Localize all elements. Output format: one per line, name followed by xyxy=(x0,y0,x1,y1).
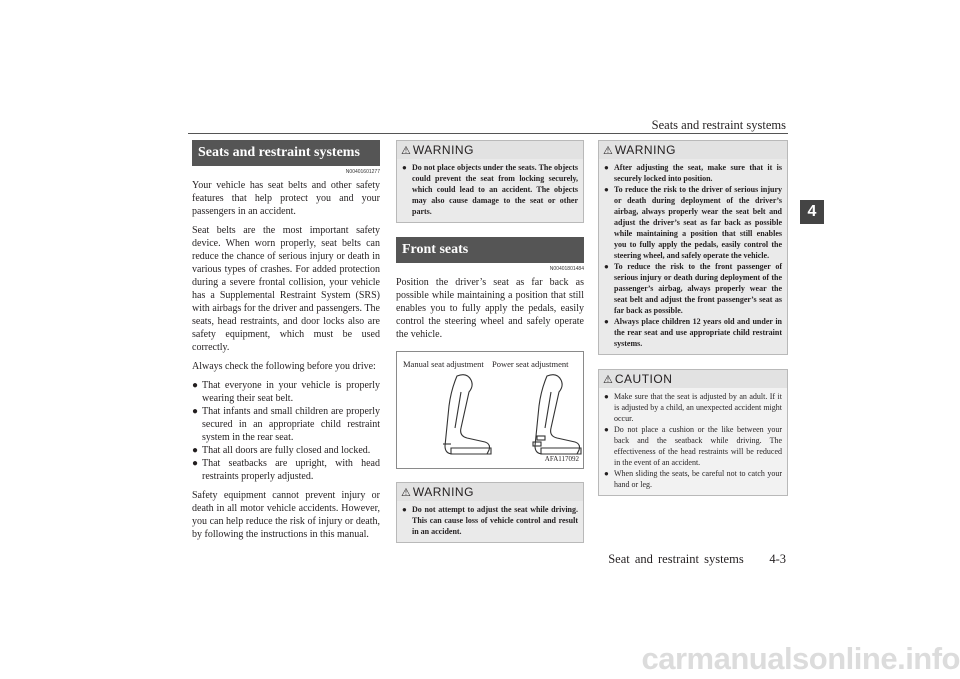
column-warnings xyxy=(598,140,788,496)
bullet-icon: ● xyxy=(192,406,199,417)
footer-section: Seat and restraint systems xyxy=(608,552,744,566)
intro-paragraph: Your vehicle has seat belts and other safety features that help protect you and your passengers in an accident. xyxy=(192,180,380,217)
seatbelt-paragraph: Seat belts are the most important safety device. When worn properly, seat belts can reduce the chance of serious injury or death in various types of crashes. For added protection during a severe frontal collision, your vehicle has a Supplemental Restraint System (SRS) with airbags for the driver and passengers. The seats, head restraints, and door locks also are safety equipment, which must be used correctly. xyxy=(192,225,380,353)
warning-triangle-icon: ⚠ xyxy=(401,486,411,499)
list-item: ● To reduce the risk to the front passenger of serious injury or death during deployment of the passenger’s airbag, always properly wear the seat belt and adjust the front passenger’s seat as far back as possible. xyxy=(604,262,782,315)
watermark: carmanualsonline.info xyxy=(641,641,960,676)
warning-box xyxy=(396,482,584,543)
warning-header: ⚠ WARNING xyxy=(599,141,787,159)
bullet-icon: ● xyxy=(604,163,609,172)
column-intro xyxy=(192,140,380,547)
caution-header: ⚠ CAUTION xyxy=(599,370,787,388)
warning-triangle-icon: ⚠ xyxy=(603,144,613,157)
page-footer xyxy=(608,552,786,567)
list-item: ● To reduce the risk to the driver of serious injury or death during deployment of the driver’s airbag, always properly wear the seat belt and adjust the driver’s seat as far back as possible while maintaining a position that still enables you to fully apply the pedals, easily control the steering wheel, and safely operate the vehicle. xyxy=(604,185,782,260)
list-item: ● Do not attempt to adjust the seat while driving. This can cause loss of vehicle control and result in an accident. xyxy=(402,505,578,536)
figure-label-power: Power seat adjustment xyxy=(492,359,569,369)
bullet-icon: ● xyxy=(604,392,609,401)
warning-triangle-icon: ⚠ xyxy=(401,144,411,157)
caution-triangle-icon: ⚠ xyxy=(603,373,613,386)
figure-label-manual: Manual seat adjustment xyxy=(403,359,484,369)
list-item: ● Make sure that the seat is adjusted by an adult. If it is adjusted by a child, an unexpected accident might occur. xyxy=(604,392,782,423)
check-paragraph: Always check the following before you drive: xyxy=(192,361,376,372)
list-item: ● Always place children 12 years old and under in the rear seat and use appropriate child restraint systems. xyxy=(604,317,782,348)
warning-header: ⚠ WARNING xyxy=(397,483,583,501)
list-item: ● That infants and small children are properly secured in an appropriate child restraint system in the rear seat. xyxy=(192,406,380,443)
bullet-icon: ● xyxy=(604,425,609,434)
front-seats-paragraph: Position the driver’s seat as far back as possible while maintaining a position that still enables you to fully apply the pedals, easily control the steering wheel and safely operate the vehicle. xyxy=(396,277,584,340)
header-rule xyxy=(188,133,788,134)
seat-illustration-icon xyxy=(397,352,585,468)
bullet-icon: ● xyxy=(192,458,199,469)
section-title-seats: Seats and restraint systems xyxy=(192,140,380,166)
list-item: ● That everyone in your vehicle is properly wearing their seat belt. xyxy=(192,380,380,404)
bullet-icon: ● xyxy=(192,380,199,391)
section-code: N00401601277 xyxy=(345,169,380,175)
warning-header: ⚠ WARNING xyxy=(397,141,583,159)
bullet-icon: ● xyxy=(604,469,609,478)
bullet-icon: ● xyxy=(192,445,199,456)
seat-adjustment-figure xyxy=(396,351,584,469)
check-list xyxy=(192,379,380,483)
bullet-icon: ● xyxy=(604,317,609,326)
bullet-icon: ● xyxy=(402,163,407,172)
list-item: ● That seatbacks are upright, with head restraints properly adjusted. xyxy=(192,458,380,482)
bullet-icon: ● xyxy=(604,185,609,194)
bullet-icon: ● xyxy=(402,505,407,514)
list-item: ● After adjusting the seat, make sure that it is securely locked into position. xyxy=(604,163,782,183)
list-item: ● Do not place a cushion or the like between your back and the seatback while driving. The effectiveness of the head restraints will be reduced in the event of an accident. xyxy=(604,425,782,467)
header-title: Seats and restraint systems xyxy=(651,118,786,132)
caution-box xyxy=(598,369,788,496)
column-front-seats xyxy=(396,140,584,543)
list-item: ● When sliding the seats, be careful not to catch your hand or leg. xyxy=(604,469,782,489)
warning-box xyxy=(396,140,584,223)
warning-box xyxy=(598,140,788,355)
list-item: ● Do not place objects under the seats. The objects could prevent the seat from locking securely, which could lead to an accident. The objects may also cause damage to the seat or other parts. xyxy=(402,163,578,216)
bullet-icon: ● xyxy=(604,262,609,271)
page-number: 4-3 xyxy=(769,552,786,566)
figure-code: AFA117092 xyxy=(544,455,579,463)
list-item: ● That all doors are fully closed and locked. xyxy=(192,445,371,456)
chapter-tab[interactable]: 4 xyxy=(800,200,824,224)
section-code: N00401801484 xyxy=(549,266,584,272)
section-title-front-seats: Front seats xyxy=(396,237,584,263)
safety-paragraph: Safety equipment cannot prevent injury or death in all motor vehicle accidents. However, you can help reduce the risk of injury or death, by following the instructions in this manual. xyxy=(192,490,380,540)
